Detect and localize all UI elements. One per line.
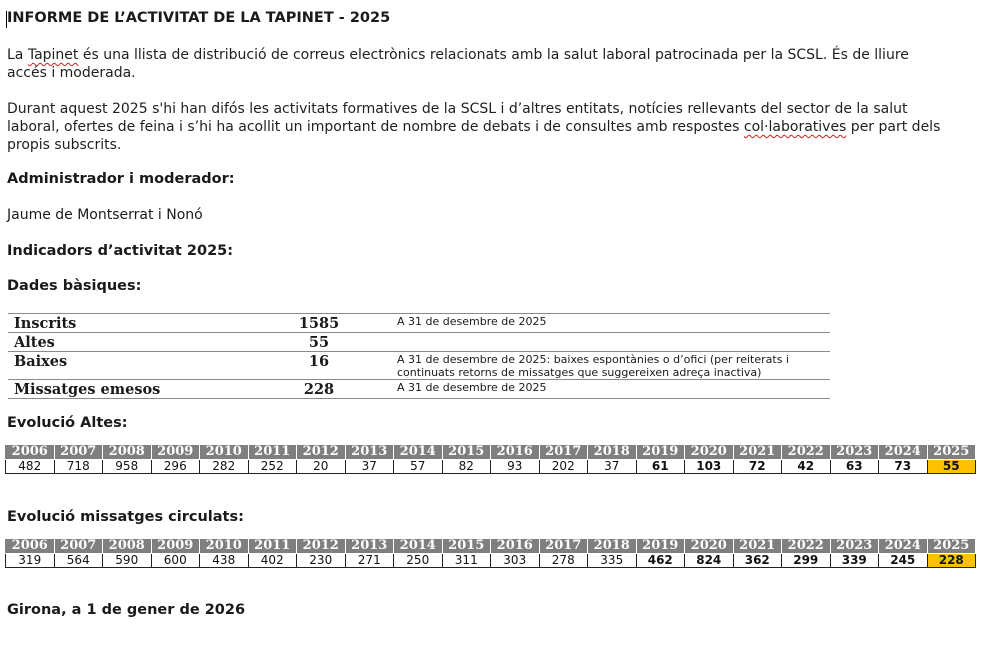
spelling-error-collaboratives[interactable]: col·laboratives: [743, 119, 847, 135]
basic-row-note: [379, 333, 830, 352]
messages-value-2015: 311: [442, 554, 491, 568]
messages-year-2011: 2011: [248, 539, 297, 554]
altes-year-2023: 2023: [830, 445, 879, 460]
basic-row: [8, 380, 830, 399]
altes-year-2025: 2025: [927, 445, 976, 460]
messages-value-2018: 335: [588, 554, 637, 568]
messages-table: [5, 538, 976, 568]
altes-value-2011: 252: [248, 460, 297, 474]
altes-year-2009: 2009: [151, 445, 200, 460]
altes-value-2018: 37: [588, 460, 637, 474]
messages-year-2015: 2015: [442, 539, 491, 554]
altes-value-2013: 37: [345, 460, 394, 474]
intro-paragraph: [7, 46, 947, 82]
altes-year-2024: 2024: [879, 445, 928, 460]
activity-paragraph: [7, 100, 947, 154]
altes-value-2019: 61: [636, 460, 685, 474]
basic-row-value: 1585: [259, 314, 379, 333]
messages-value-2019: 462: [636, 554, 685, 568]
altes-year-2021: 2021: [733, 445, 782, 460]
altes-year-2008: 2008: [103, 445, 152, 460]
altes-value-2023: 63: [830, 460, 879, 474]
messages-value-2006: 319: [6, 554, 55, 568]
messages-year-2019: 2019: [636, 539, 685, 554]
messages-value-2021: 362: [733, 554, 782, 568]
messages-year-2007: 2007: [54, 539, 103, 554]
altes-year-2016: 2016: [491, 445, 540, 460]
altes-year-2014: 2014: [394, 445, 443, 460]
altes-value-2006: 482: [6, 460, 55, 474]
altes-heading: Evolució Altes:: [7, 415, 128, 431]
messages-year-2013: 2013: [345, 539, 394, 554]
footer-date: Girona, a 1 de gener de 2026: [7, 602, 246, 618]
altes-value-2020: 103: [685, 460, 734, 474]
intro-prefix: La: [7, 47, 28, 63]
basic-row: [8, 352, 830, 380]
altes-value-2024: 73: [879, 460, 928, 474]
messages-value-2010: 438: [200, 554, 249, 568]
altes-value-2014: 57: [394, 460, 443, 474]
altes-value-2012: 20: [297, 460, 346, 474]
altes-year-row: [6, 445, 976, 460]
altes-year-2017: 2017: [539, 445, 588, 460]
basic-row-note: A 31 de desembre de 2025: baixes espontànies o d’ofici (per reiterats i continuats retorns de missatges que suggereixen adreça inactiva): [379, 352, 830, 380]
altes-year-2013: 2013: [345, 445, 394, 460]
altes-year-2006: 2006: [6, 445, 55, 460]
altes-value-2021: 72: [733, 460, 782, 474]
messages-year-2010: 2010: [200, 539, 249, 554]
altes-value-2010: 282: [200, 460, 249, 474]
basic-row-value: 228: [259, 380, 379, 399]
messages-value-2007: 564: [54, 554, 103, 568]
altes-value-2022: 42: [782, 460, 831, 474]
basic-data-heading: Dades bàsiques:: [7, 278, 142, 294]
messages-year-2008: 2008: [103, 539, 152, 554]
messages-year-2024: 2024: [879, 539, 928, 554]
admin-heading: Administrador i moderador:: [7, 171, 235, 187]
messages-year-2021: 2021: [733, 539, 782, 554]
messages-year-2017: 2017: [539, 539, 588, 554]
messages-year-2006: 2006: [6, 539, 55, 554]
altes-year-2015: 2015: [442, 445, 491, 460]
messages-year-2014: 2014: [394, 539, 443, 554]
altes-year-2012: 2012: [297, 445, 346, 460]
basic-data-table: [8, 313, 830, 399]
altes-value-row: [6, 460, 976, 474]
altes-value-2008: 958: [103, 460, 152, 474]
messages-value-2022: 299: [782, 554, 831, 568]
intro-rest: és una llista de distribució de correus electrònics relacionats amb la salut laboral patrocinada per la SCSL. És de lliure accés i moderada.: [7, 47, 909, 81]
messages-value-2012: 230: [297, 554, 346, 568]
messages-value-2008: 590: [103, 554, 152, 568]
basic-row-note: A 31 de desembre de 2025: [379, 314, 830, 333]
altes-year-2010: 2010: [200, 445, 249, 460]
activity-main: Durant aquest 2025 s'hi han difós les activitats formatives de la SCSL i d’altres entitats, notícies rellevants del sector de la salut laboral, ofertes de feina i s’hi ha acollit un important de nombre de debats i de consultes amb respostes: [7, 101, 908, 135]
altes-year-2018: 2018: [588, 445, 637, 460]
messages-year-2023: 2023: [830, 539, 879, 554]
messages-value-2009: 600: [151, 554, 200, 568]
altes-table: [5, 444, 976, 474]
altes-year-2011: 2011: [248, 445, 297, 460]
basic-row: [8, 314, 830, 333]
messages-value-2013: 271: [345, 554, 394, 568]
basic-row: [8, 333, 830, 352]
messages-year-2025: 2025: [927, 539, 976, 554]
basic-row-note: A 31 de desembre de 2025: [379, 380, 830, 399]
messages-year-2016: 2016: [491, 539, 540, 554]
document-title: INFORME DE L’ACTIVITAT DE LA TAPINET - 2025: [7, 10, 391, 26]
altes-year-2019: 2019: [636, 445, 685, 460]
messages-value-2014: 250: [394, 554, 443, 568]
altes-value-2015: 82: [442, 460, 491, 474]
admin-name: Jaume de Montserrat i Nonó: [7, 207, 203, 223]
altes-year-2022: 2022: [782, 445, 831, 460]
basic-row-value: 16: [259, 352, 379, 380]
basic-row-label: Missatges emesos: [8, 380, 259, 399]
basic-row-label: Baixes: [8, 352, 259, 380]
messages-value-2024: 245: [879, 554, 928, 568]
messages-year-2022: 2022: [782, 539, 831, 554]
messages-value-2020: 824: [685, 554, 734, 568]
messages-value-2023: 339: [830, 554, 879, 568]
messages-year-2012: 2012: [297, 539, 346, 554]
messages-value-2016: 303: [491, 554, 540, 568]
basic-row-value: 55: [259, 333, 379, 352]
altes-value-2009: 296: [151, 460, 200, 474]
messages-value-row: [6, 554, 976, 568]
altes-value-2017: 202: [539, 460, 588, 474]
spelling-error-tapinet[interactable]: Tapinet: [27, 47, 79, 63]
messages-year-2009: 2009: [151, 539, 200, 554]
messages-year-row: [6, 539, 976, 554]
basic-row-label: Inscrits: [8, 314, 259, 333]
messages-value-2017: 278: [539, 554, 588, 568]
altes-value-2016: 93: [491, 460, 540, 474]
altes-year-2007: 2007: [54, 445, 103, 460]
altes-value-2025: 55: [927, 460, 976, 474]
indicators-heading: Indicadors d’activitat 2025:: [7, 243, 234, 259]
messages-heading: Evolució missatges circulats:: [7, 509, 244, 525]
altes-year-2020: 2020: [685, 445, 734, 460]
basic-row-label: Altes: [8, 333, 259, 352]
activity-end: per part dels propis subscrits.: [7, 119, 941, 153]
messages-value-2025: 228: [927, 554, 976, 568]
messages-year-2020: 2020: [685, 539, 734, 554]
messages-value-2011: 402: [248, 554, 297, 568]
altes-value-2007: 718: [54, 460, 103, 474]
messages-year-2018: 2018: [588, 539, 637, 554]
